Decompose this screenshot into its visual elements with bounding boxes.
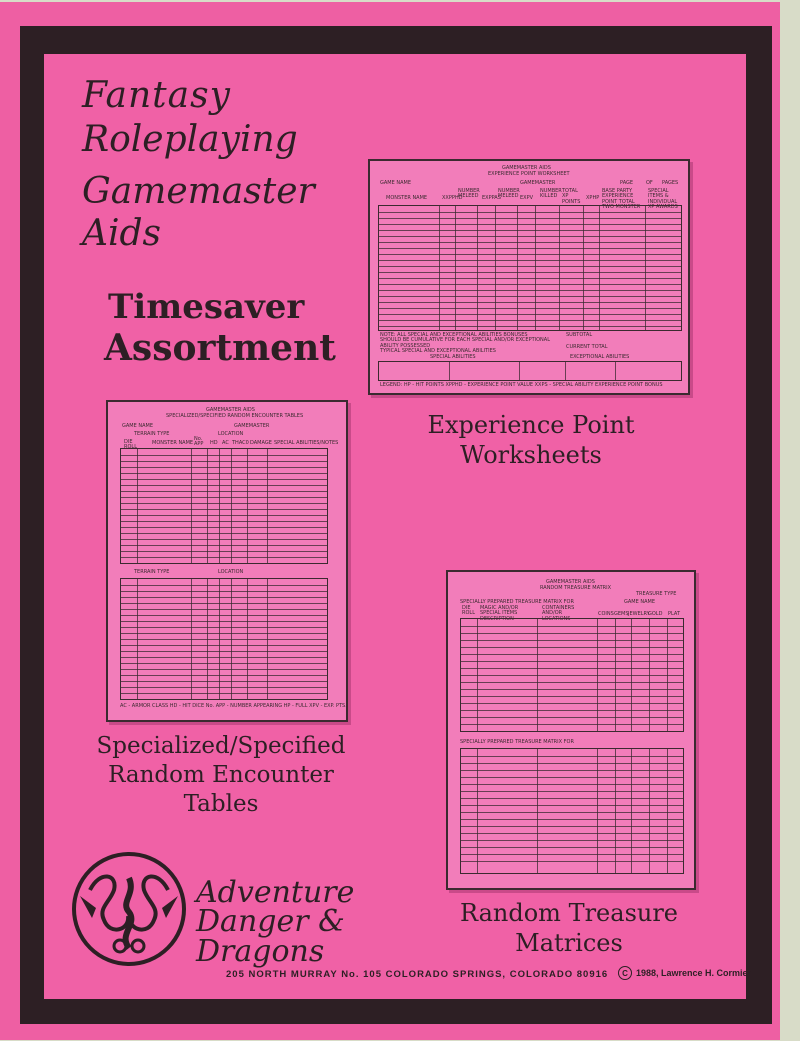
xp-subtotal-label: SUBTOTAL: [566, 332, 593, 338]
xp-gamemaster-label: GAMEMASTER: [520, 180, 556, 186]
copyright-text: 1988, Lawrence H. Cormier: [636, 968, 752, 978]
tr-title-2: SPECIALLY PREPARED TREASURE MATRIX FOR: [460, 739, 574, 745]
enc-col-header: SPECIAL ABILITIES/NOTES: [274, 440, 339, 446]
enc-heading-1: GAMEMASTER AIDS: [206, 407, 255, 413]
tr-heading-2: RANDOM TREASURE MATRIX: [540, 585, 612, 591]
caption-encounter-line-1: Specialized/Specified: [96, 733, 346, 759]
tr-col-header: GOLD: [648, 611, 663, 617]
xp-col-header: NUMBER KILLED: [540, 188, 562, 200]
treasure-matrix-thumbnail: [446, 570, 696, 890]
xp-pages-label: PAGES: [662, 180, 679, 186]
xp-legend: LEGEND: HP - HIT POINTS XPPHD - EXPERIENCE POINT VALUE XXPS - SPECIAL ABILITY EXPERIENCE POINT BONUS: [380, 382, 663, 388]
brand-name: [196, 875, 355, 969]
brand-line-2: Danger &: [196, 904, 345, 940]
tr-col-header: DIE ROLL: [462, 605, 475, 617]
tr-col-header: JEWELRY: [628, 611, 650, 617]
title-line-gamemaster: Gamemaster: [82, 171, 315, 212]
xp-col-header: EXPV: [520, 195, 534, 201]
caption-encounter-line-3: Tables: [183, 790, 259, 817]
tr-col-header: GEMS: [614, 611, 629, 617]
title-line-aids: Aids: [82, 213, 162, 254]
cover-sheet: [0, 2, 780, 1040]
xp-col-header: MONSTER NAME: [386, 195, 428, 201]
title-line-fantasy: Fantasy: [82, 75, 231, 116]
encounter-tables-thumbnail: [106, 400, 348, 722]
subtitle-timesaver: Timesaver: [108, 287, 305, 327]
brand-line-3: Dragons: [196, 933, 325, 969]
title-line-roleplaying: Roleplaying: [82, 119, 298, 160]
xp-page-label: PAGE: [620, 180, 634, 186]
enc-table-grid-2: [120, 578, 328, 700]
xp-worksheet-thumbnail: [368, 159, 690, 395]
copyright-notice: [618, 966, 751, 980]
xp-col-header: EXPPAS: [482, 195, 501, 201]
enc-col-header: THAC0: [232, 440, 249, 446]
dragon-logo-icon: [70, 850, 188, 968]
xp-exceptional-abilities-heading: EXCEPTIONAL ABILITIES: [570, 354, 630, 360]
xp-col-header: TOTAL XP POINTS: [562, 188, 581, 205]
tr-col-header: COINS: [598, 611, 614, 617]
tr-game-name: GAME NAME: [624, 599, 655, 605]
xp-of-label: OF: [646, 180, 653, 186]
tr-treasure-type: TREASURE TYPE: [636, 591, 677, 597]
enc-table1-label: TERRAIN TYPE: [134, 431, 170, 437]
caption-treasure-matrices: [446, 898, 692, 958]
tr-heading-1: GAMEMASTER AIDS: [546, 579, 595, 585]
enc-game-name-label: GAME NAME: [122, 423, 153, 429]
enc-legend: AC - ARMOR CLASS HD - HIT DICE No. APP - NUMBER APPEARING HP - FULL XPV - EXP. PTS.: [120, 703, 347, 709]
enc-heading-2: SPECIALIZED/SPECIFIED RANDOM ENCOUNTER TABLES: [166, 413, 304, 419]
tr-title-1: SPECIALLY PREPARED TREASURE MATRIX FOR: [460, 599, 574, 605]
xp-game-name-label: GAME NAME: [380, 180, 411, 186]
enc-location-label: LOCATION: [218, 431, 244, 437]
xp-current-total-label: CURRENT TOTAL: [566, 344, 608, 350]
enc-table-grid-1: [120, 448, 328, 564]
copyright-icon: C: [618, 966, 632, 980]
caption-treasure-line-2: Matrices: [515, 929, 623, 957]
xp-special-abilities-heading: SPECIAL ABILITIES: [430, 354, 476, 360]
xp-table-grid: [378, 205, 682, 331]
enc-col-header: DIE ROLL: [124, 439, 137, 451]
caption-encounter-tables: [96, 732, 346, 818]
brand-line-1: Adventure: [196, 875, 355, 910]
enc-col-header: No. APP: [194, 436, 204, 448]
enc-gamemaster-label: GAMEMASTER: [234, 423, 270, 429]
caption-treasure-line-1: Random Treasure: [459, 899, 679, 927]
xp-col-header: XPHP: [586, 195, 600, 201]
caption-xp-worksheets: Experience Point Worksheets: [427, 411, 635, 469]
enc-col-header: AC: [222, 440, 229, 446]
tr-col-header: MAGIC AND/OR SPECIAL ITEMS DESCRIPTION: [480, 605, 519, 622]
xp-col-header: NUMBER MELEED: [458, 188, 480, 200]
xp-col-header: BASE PARTY EXPERIENCE POINT TOTAL TWO MONSTER: [602, 188, 641, 210]
xp-col-header: NUMBER MELEED: [498, 188, 520, 200]
xp-note: NOTE: ALL SPECIAL AND EXCEPTIONAL ABILITIES BONUSES SHOULD BE CUMULATIVE FOR EACH SPECIAL AND/OR EXCEPTIONAL ABILITY POSSESSED: [380, 332, 550, 349]
tr-col-header: CONTAINERS AND/OR LOCATIONS: [542, 605, 575, 622]
tr-table-grid-1: [460, 618, 684, 732]
subtitle-assortment: Assortment: [104, 327, 336, 369]
xp-col-header: SPECIAL ITEMS & INDIVIDUAL XP AWARDS: [648, 188, 678, 210]
xp-typical-abilities: TYPICAL SPECIAL AND EXCEPTIONAL ABILITIES: [380, 348, 496, 354]
enc-col-header: HD: [210, 440, 218, 446]
publisher-address: 205 NORTH MURRAY No. 105 COLORADO SPRINGS, COLORADO 80916: [226, 969, 609, 980]
enc-col-header: DAMAGE: [250, 440, 272, 446]
enc-location-label-2: LOCATION: [218, 569, 244, 575]
caption-encounter-line-2: Random Encounter: [108, 761, 334, 788]
tr-col-header: PLAT: [668, 611, 681, 617]
xp-heading-2: EXPERIENCE POINT WORKSHEET: [488, 171, 570, 177]
tr-table-grid-2: [460, 748, 684, 874]
xp-abilities-box: [378, 361, 682, 381]
enc-table2-label: TERRAIN TYPE: [134, 569, 170, 575]
enc-col-header: MONSTER NAME: [152, 440, 194, 446]
xp-heading-1: GAMEMASTER AIDS: [502, 165, 551, 171]
xp-col-header: XXPPHD: [442, 195, 463, 201]
